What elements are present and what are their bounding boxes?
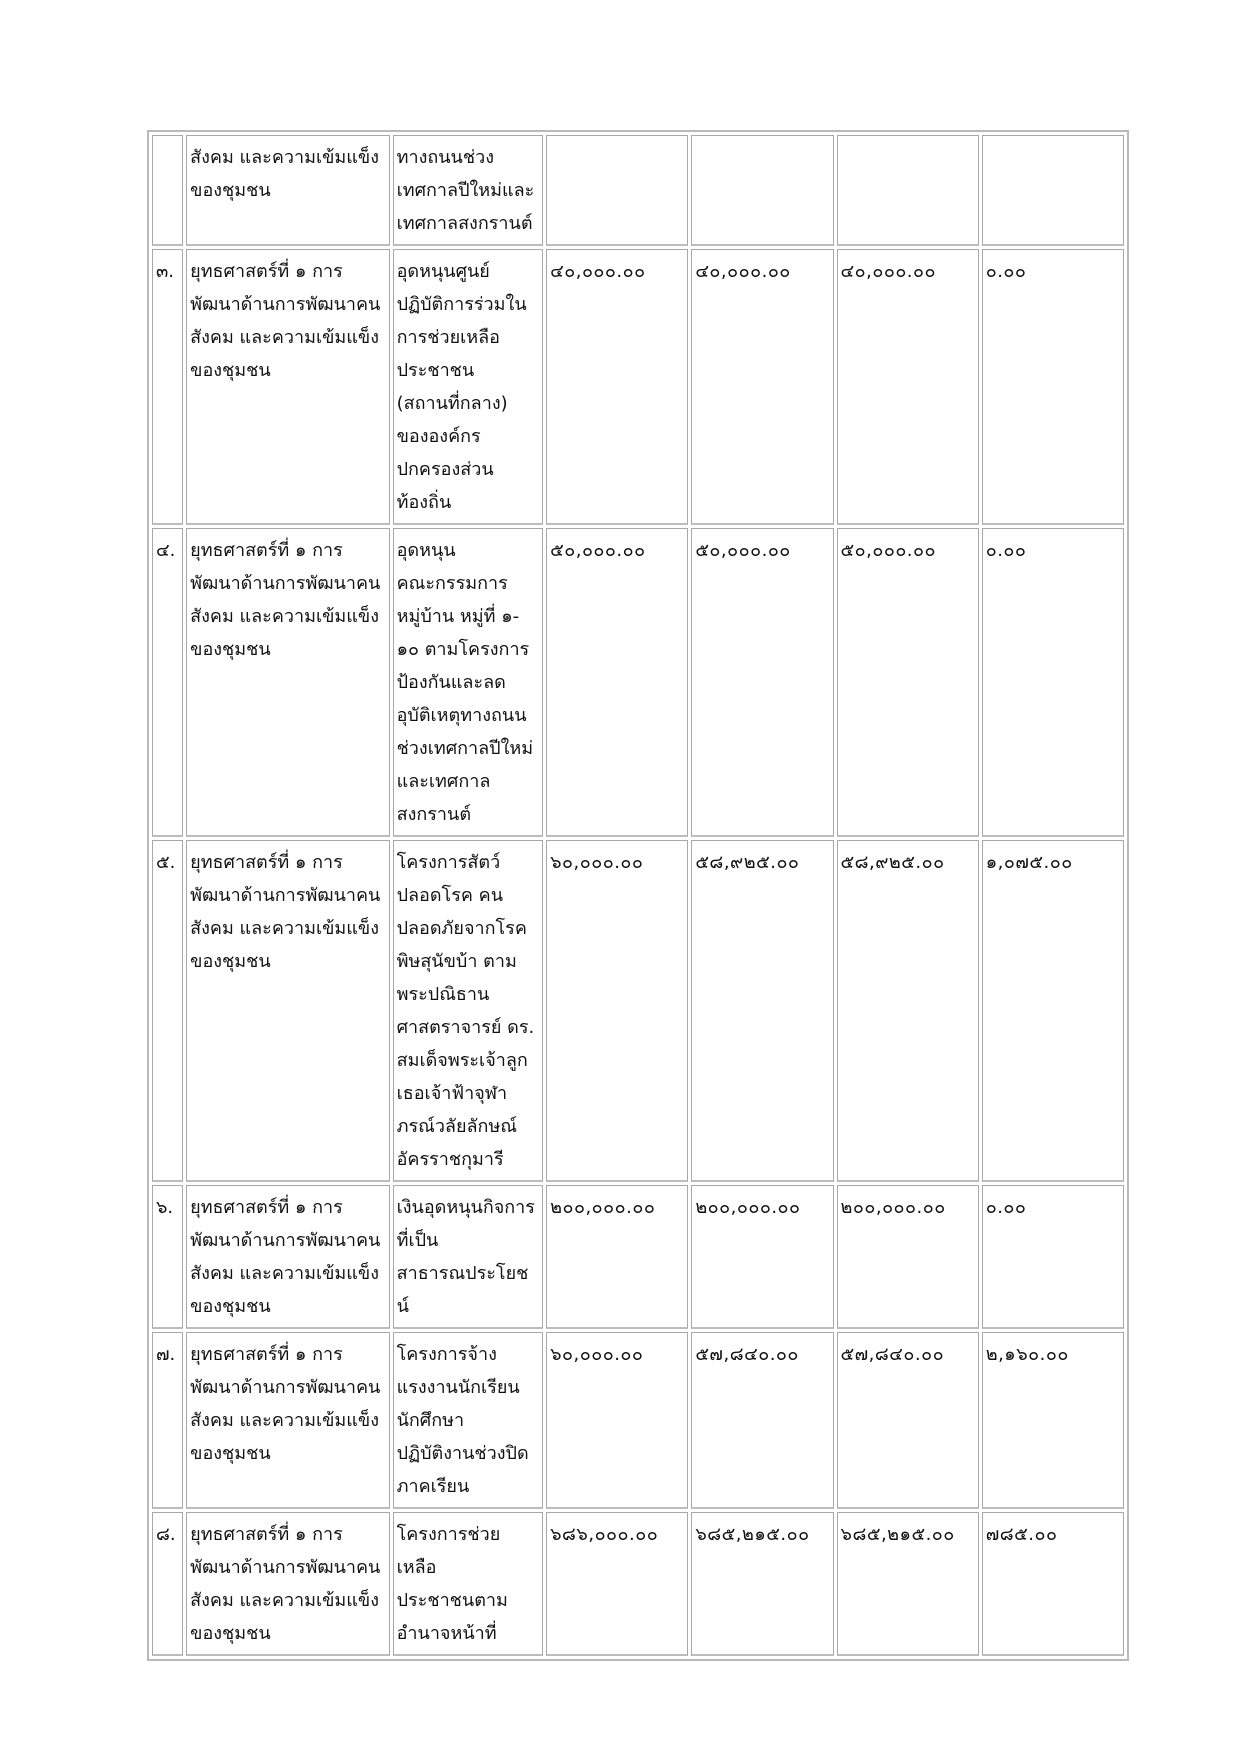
spent-cell: ๔๐,๐๐๐.๐๐ [837,249,979,525]
approved-cell: ๒๐๐,๐๐๐.๐๐ [691,1185,833,1329]
strategy-cell: สังคม และความเข้มแข็ง ของชุมชน [186,135,389,246]
row-number: ๔. [152,528,183,837]
row-number: ๘. [152,1512,183,1656]
project-cell: โครงการสัตว์ ปลอดโรค คน ปลอดภัยจากโรค พิษสุนัขบ้า ตาม พระปณิธาน ศาสตราจารย์ ดร. สมเด็จพระเจ้าลูก เธอเจ้าฟ้าจุฬา ภรณ์วลัยลักษณ์ อัครราชกุมารี [393,840,544,1182]
budget-cell: ๖๘๖,๐๐๐.๐๐ [546,1512,688,1656]
approved-cell: ๕๗,๘๔๐.๐๐ [691,1332,833,1509]
strategy-cell: ยุทธศาสตร์ที่ ๑ การ พัฒนาด้านการพัฒนาคน สังคม และความเข้มแข็ง ของชุมชน [186,249,389,525]
strategy-cell: ยุทธศาสตร์ที่ ๑ การ พัฒนาด้านการพัฒนาคน สังคม และความเข้มแข็ง ของชุมชน [186,1185,389,1329]
remaining-cell: ๗๘๕.๐๐ [982,1512,1124,1656]
project-cell: ทางถนนช่วง เทศกาลปีใหม่และ เทศกาลสงกรานต์ [393,135,544,246]
budget-cell: ๕๐,๐๐๐.๐๐ [546,528,688,837]
approved-cell: ๔๐,๐๐๐.๐๐ [691,249,833,525]
table-row [152,1185,1124,1329]
budget-cell [546,135,688,246]
remaining-cell [982,135,1124,246]
budget-cell: ๔๐,๐๐๐.๐๐ [546,249,688,525]
strategy-cell: ยุทธศาสตร์ที่ ๑ การ พัฒนาด้านการพัฒนาคน สังคม และความเข้มแข็ง ของชุมชน [186,840,389,1182]
remaining-cell: ๑,๐๗๕.๐๐ [982,840,1124,1182]
remaining-cell: ๐.๐๐ [982,249,1124,525]
project-cell: โครงการช่วยเหลือ ประชาชนตาม อำนาจหน้าที่ [393,1512,544,1656]
row-number: ๕. [152,840,183,1182]
budget-cell: ๒๐๐,๐๐๐.๐๐ [546,1185,688,1329]
project-cell: อุดหนุนศูนย์ ปฏิบัติการร่วมใน การช่วยเหลือ ประชาชน (สถานที่กลาง) ขององค์กร ปกครองส่วน ท้องถิ่น [393,249,544,525]
approved-cell [691,135,833,246]
approved-cell: ๕๐,๐๐๐.๐๐ [691,528,833,837]
table-row [152,840,1124,1182]
row-number: ๖. [152,1185,183,1329]
budget-table [149,132,1127,1659]
spent-cell: ๕๐,๐๐๐.๐๐ [837,528,979,837]
table-row [152,249,1124,525]
strategy-cell: ยุทธศาสตร์ที่ ๑ การ พัฒนาด้านการพัฒนาคน สังคม และความเข้มแข็ง ของชุมชน [186,1512,389,1656]
spent-cell: ๖๘๕,๒๑๕.๐๐ [837,1512,979,1656]
strategy-cell: ยุทธศาสตร์ที่ ๑ การ พัฒนาด้านการพัฒนาคน สังคม และความเข้มแข็ง ของชุมชน [186,528,389,837]
budget-table-page [147,130,1129,1661]
remaining-cell: ๒,๑๖๐.๐๐ [982,1332,1124,1509]
table-row [152,528,1124,837]
table-row [152,1332,1124,1509]
spent-cell: ๕๗,๘๔๐.๐๐ [837,1332,979,1509]
budget-cell: ๖๐,๐๐๐.๐๐ [546,840,688,1182]
approved-cell: ๖๘๕,๒๑๕.๐๐ [691,1512,833,1656]
remaining-cell: ๐.๐๐ [982,1185,1124,1329]
remaining-cell: ๐.๐๐ [982,528,1124,837]
row-number: ๓. [152,249,183,525]
table-row [152,135,1124,246]
spent-cell: ๕๘,๙๒๕.๐๐ [837,840,979,1182]
row-number [152,135,183,246]
row-number: ๗. [152,1332,183,1509]
table-row [152,1512,1124,1656]
project-cell: อุดหนุน คณะกรรมการ หมู่บ้าน หมู่ที่ ๑- ๑๐ ตามโครงการ ป้องกันและลด อุบัติเหตุทางถนน ช่วงเทศกาลปีใหม่ และเทศกาล สงกรานต์ [393,528,544,837]
project-cell: โครงการจ้าง แรงงานนักเรียน นักศึกษา ปฏิบัติงานช่วงปิด ภาคเรียน [393,1332,544,1509]
approved-cell: ๕๘,๙๒๕.๐๐ [691,840,833,1182]
strategy-cell: ยุทธศาสตร์ที่ ๑ การ พัฒนาด้านการพัฒนาคน สังคม และความเข้มแข็ง ของชุมชน [186,1332,389,1509]
budget-cell: ๖๐,๐๐๐.๐๐ [546,1332,688,1509]
spent-cell [837,135,979,246]
project-cell: เงินอุดหนุนกิจการ ที่เป็น สาธารณประโยชน์ [393,1185,544,1329]
spent-cell: ๒๐๐,๐๐๐.๐๐ [837,1185,979,1329]
